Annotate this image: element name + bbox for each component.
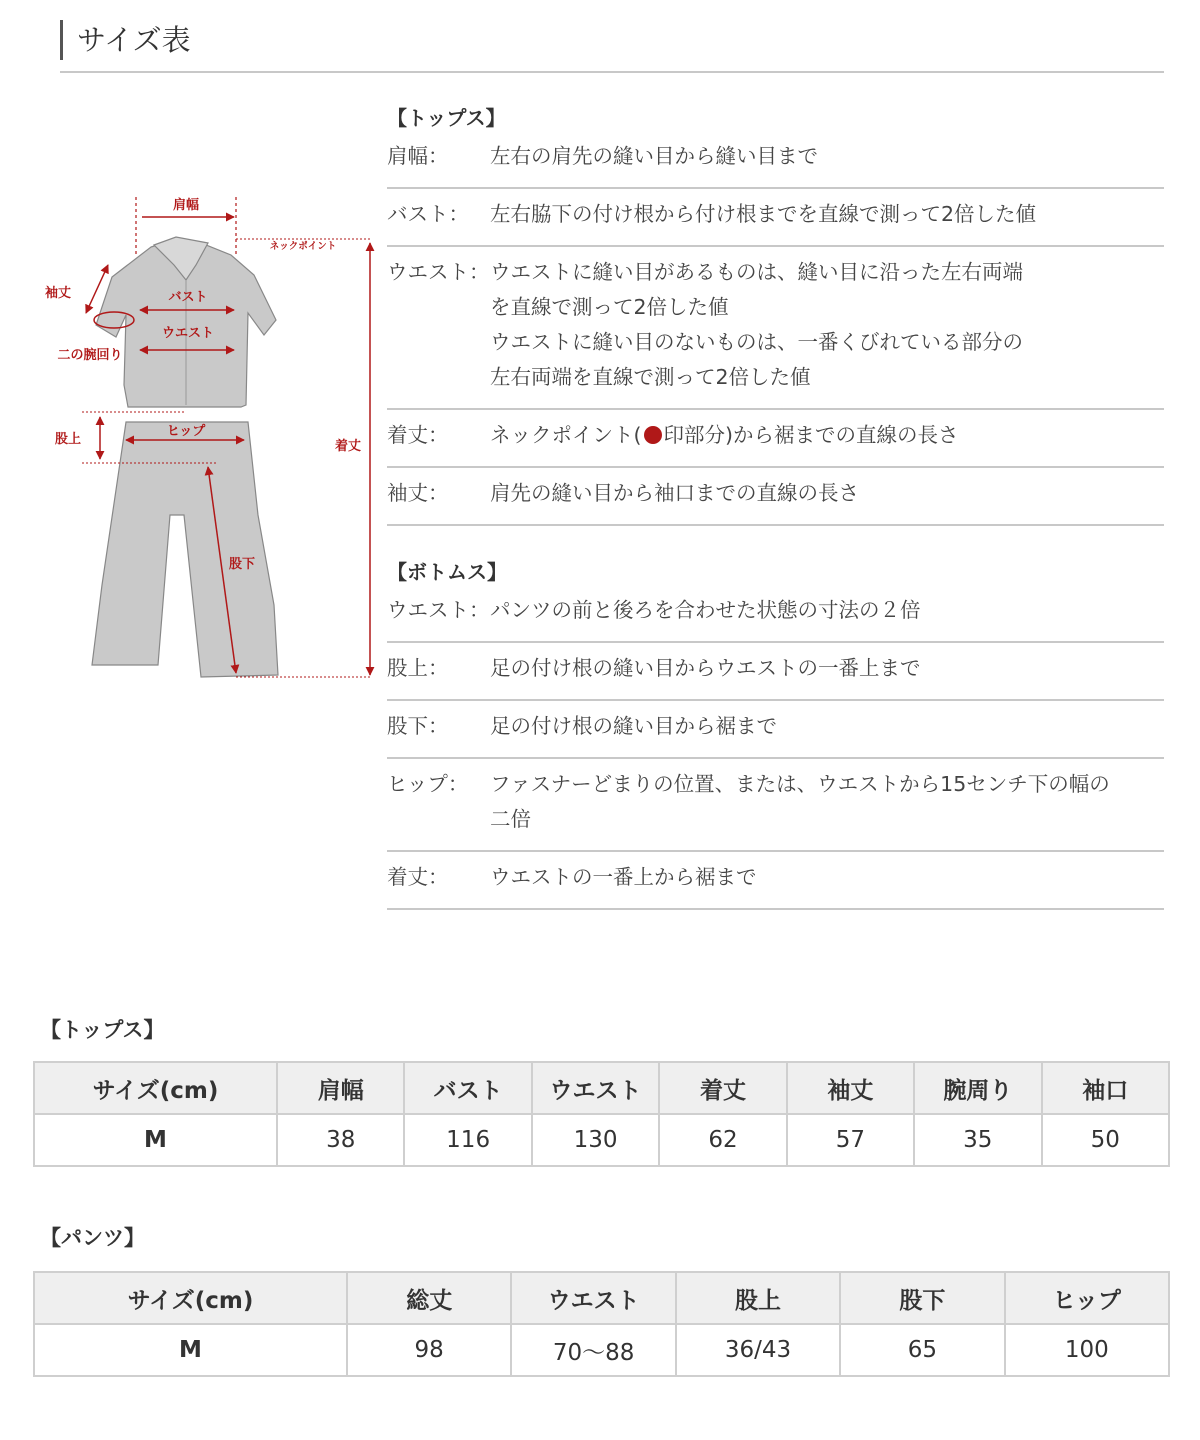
pants-table-heading: 【パンツ】 <box>40 1226 145 1250</box>
column-header: バスト <box>404 1062 531 1114</box>
definition-term: 着丈： <box>387 865 449 889</box>
table-cell: 98 <box>347 1324 511 1376</box>
tops-size-table <box>33 1061 1170 1167</box>
column-header: サイズ(cm) <box>34 1062 277 1114</box>
definition-row <box>387 852 1164 910</box>
table-cell: M <box>34 1114 277 1166</box>
sleeve-label: 袖丈 <box>44 286 72 301</box>
column-header: ウエスト <box>511 1272 675 1324</box>
definition-row <box>387 410 1164 468</box>
table-cell: 70〜88 <box>511 1324 675 1376</box>
column-header: 袖口 <box>1042 1062 1169 1114</box>
upper-arm-label: 二の腕回り <box>57 348 123 363</box>
inseam-label: 股下 <box>228 557 256 572</box>
definition-term: 肩幅： <box>387 144 449 168</box>
definition-row <box>387 759 1164 852</box>
neck-point-label: ネックポイント <box>269 241 337 252</box>
column-header: 総丈 <box>347 1272 511 1324</box>
definition-text: ファスナーどまりの位置、または、ウエストから15センチ下の幅の 二倍 <box>490 772 1110 831</box>
bust-label: バスト <box>168 290 208 305</box>
pants-size-table <box>33 1271 1170 1377</box>
column-header: 肩幅 <box>277 1062 404 1114</box>
definition-row <box>387 468 1164 526</box>
definition-text: 左右の肩先の縫い目から縫い目まで <box>490 144 818 168</box>
definition-term: バスト： <box>387 202 469 226</box>
definition-term: ウエスト： <box>387 598 490 622</box>
measurement-figure <box>36 185 376 690</box>
column-header: 股下 <box>840 1272 1004 1324</box>
column-header: ウエスト <box>532 1062 659 1114</box>
column-header: ヒップ <box>1005 1272 1169 1324</box>
table-cell: 57 <box>787 1114 914 1166</box>
length-label: 着丈 <box>334 439 362 454</box>
definition-term: ヒップ： <box>387 772 469 796</box>
column-header: 股上 <box>676 1272 840 1324</box>
table-cell: 65 <box>840 1324 1004 1376</box>
neck-point-dot <box>644 426 662 444</box>
table-cell: 130 <box>532 1114 659 1166</box>
table-cell: 35 <box>914 1114 1041 1166</box>
definition-text: ネックポイント( 印部分)から裾までの直線の長さ <box>490 423 959 447</box>
column-header: 腕周り <box>914 1062 1041 1114</box>
title-divider <box>60 71 1164 73</box>
definition-text: 左右脇下の付け根から付け根までを直線で測って2倍した値 <box>490 202 1037 226</box>
definition-term: 着丈： <box>387 423 449 447</box>
definition-text: 足の付け根の縫い目から裾まで <box>490 714 777 738</box>
table-header-row <box>34 1062 1169 1114</box>
column-header: 着丈 <box>659 1062 786 1114</box>
definition-text: ウエストに縫い目があるものは、縫い目に沿った左右両端 を直線で測って2倍した値 ウエストに縫い目のないものは、一番くびれている部分の 左右両端を直線で測って2倍した値 <box>490 260 1023 389</box>
hip-label: ヒップ <box>166 424 206 439</box>
tops-definitions-heading: 【トップス】 <box>387 106 506 130</box>
definition-term: ウエスト： <box>387 260 490 284</box>
definition-row <box>387 247 1164 410</box>
table-row <box>34 1114 1169 1166</box>
table-cell: 100 <box>1005 1324 1169 1376</box>
table-cell: 38 <box>277 1114 404 1166</box>
column-header: サイズ(cm) <box>34 1272 347 1324</box>
table-header-row <box>34 1272 1169 1324</box>
definition-text: 肩先の縫い目から袖口までの直線の長さ <box>490 481 859 505</box>
tops-table-heading: 【トップス】 <box>40 1018 165 1042</box>
table-cell: M <box>34 1324 347 1376</box>
definition-row <box>387 643 1164 701</box>
measurement-definitions <box>387 100 1164 910</box>
bottoms-definitions-heading: 【ボトムス】 <box>387 560 507 584</box>
definition-term: 袖丈： <box>387 481 449 505</box>
table-cell: 116 <box>404 1114 531 1166</box>
definition-row <box>387 189 1164 247</box>
definition-term: 股下： <box>387 714 449 738</box>
table-cell: 36/43 <box>676 1324 840 1376</box>
definition-row <box>387 590 1164 643</box>
table-row <box>34 1324 1169 1376</box>
waist-label: ウエスト <box>161 326 215 341</box>
page-title: サイズ表 <box>60 20 191 60</box>
definition-text: 足の付け根の縫い目からウエストの一番上まで <box>490 656 921 680</box>
garment-diagram <box>36 185 376 690</box>
definition-row <box>387 701 1164 759</box>
table-cell: 62 <box>659 1114 786 1166</box>
rise-label: 股上 <box>54 432 82 447</box>
column-header: 袖丈 <box>787 1062 914 1114</box>
pants-shape <box>92 422 278 677</box>
definition-text: ウエストの一番上から裾まで <box>490 865 757 889</box>
shoulder-label: 肩幅 <box>172 198 200 213</box>
definition-term: 股上： <box>387 656 449 680</box>
table-cell: 50 <box>1042 1114 1169 1166</box>
definition-text: パンツの前と後ろを合わせた状態の寸法の２倍 <box>490 598 921 622</box>
definition-row <box>387 136 1164 189</box>
